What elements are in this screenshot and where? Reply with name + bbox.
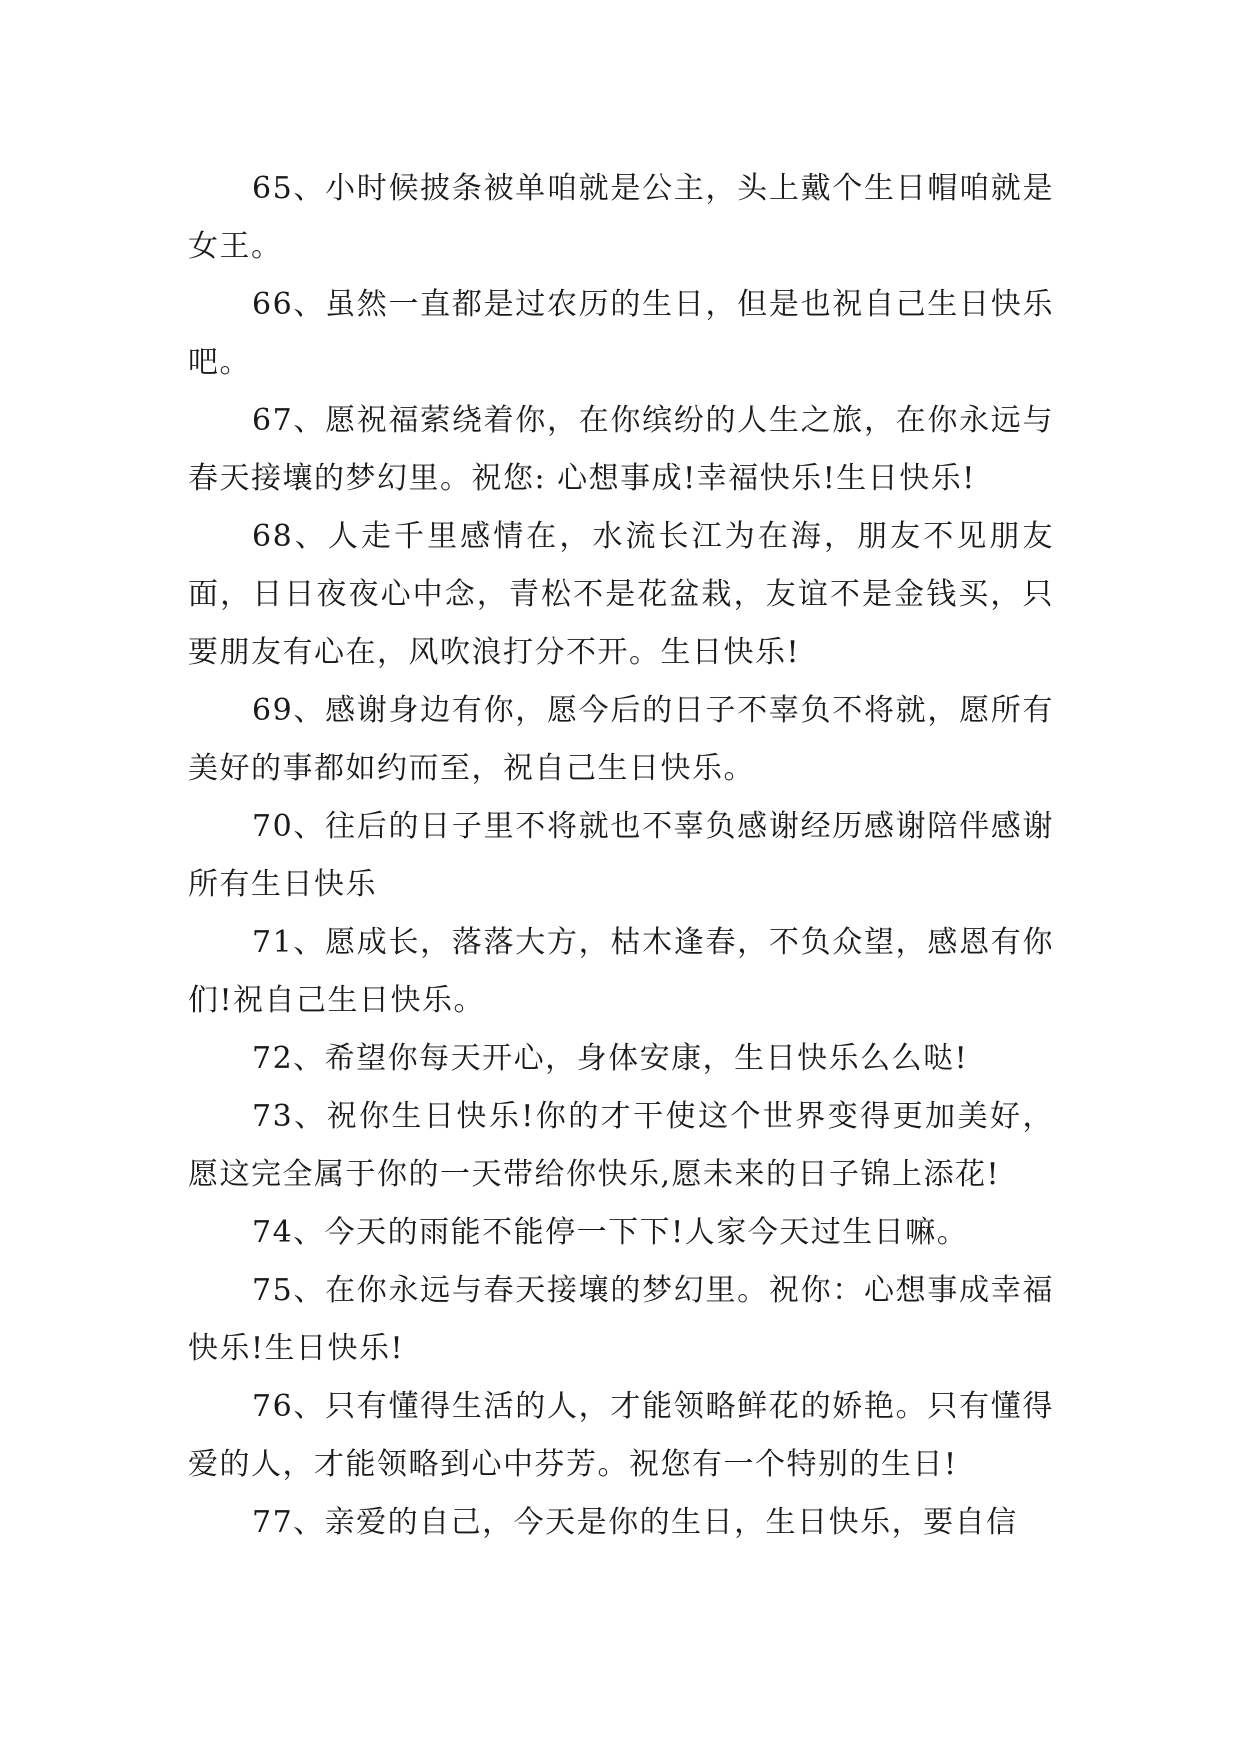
paragraph-73: 73、祝你生日快乐!你的才干使这个世界变得更加美好，愿这完全属于你的一天带给你快乐,愿未来的日子锦上添花! [188,1099,1054,1192]
paragraph-68: 68、人走千里感情在，水流长江为在海，朋友不见朋友面，日日夜夜心中念，青松不是花盆栽，友谊不是金钱买，只要朋友有心在，风吹浪打分不开。生日快乐! [188,519,1054,670]
paragraph-76: 76、只有懂得生活的人，才能领略鲜花的娇艳。只有懂得爱的人，才能领略到心中芬芳。祝您有一个特别的生日! [188,1389,1054,1482]
paragraph-70: 70、往后的日子里不将就也不辜负感谢经历感谢陪伴感谢所有生日快乐 [188,809,1054,902]
paragraph-72: 72、希望你每天开心，身体安康，生日快乐么么哒! [252,1041,969,1076]
paragraph-66: 66、虽然一直都是过农历的生日，但是也祝自己生日快乐吧。 [188,287,1054,380]
document-body [188,160,1054,1552]
paragraph-74: 74、今天的雨能不能停一下下!人家今天过生日嘛。 [252,1215,969,1250]
paragraph-65: 65、小时候披条被单咱就是公主，头上戴个生日帽咱就是女王。 [188,171,1054,264]
paragraph-67: 67、愿祝福萦绕着你，在你缤纷的人生之旅，在你永远与春天接壤的梦幻里。祝您: 心想事成!幸福快乐!生日快乐! [188,403,1054,496]
paragraph-69: 69、感谢身边有你，愿今后的日子不辜负不将就，愿所有美好的事都如约而至，祝自己生日快乐。 [188,693,1054,786]
paragraph-77: 77、亲爱的自己，今天是你的生日，生日快乐，要自信 [252,1505,1018,1540]
paragraph-71: 71、愿成长，落落大方，枯木逢春，不负众望，感恩有你们!祝自己生日快乐。 [188,925,1054,1018]
paragraph-75: 75、在你永远与春天接壤的梦幻里。祝你：心想事成幸福快乐!生日快乐! [188,1273,1054,1366]
